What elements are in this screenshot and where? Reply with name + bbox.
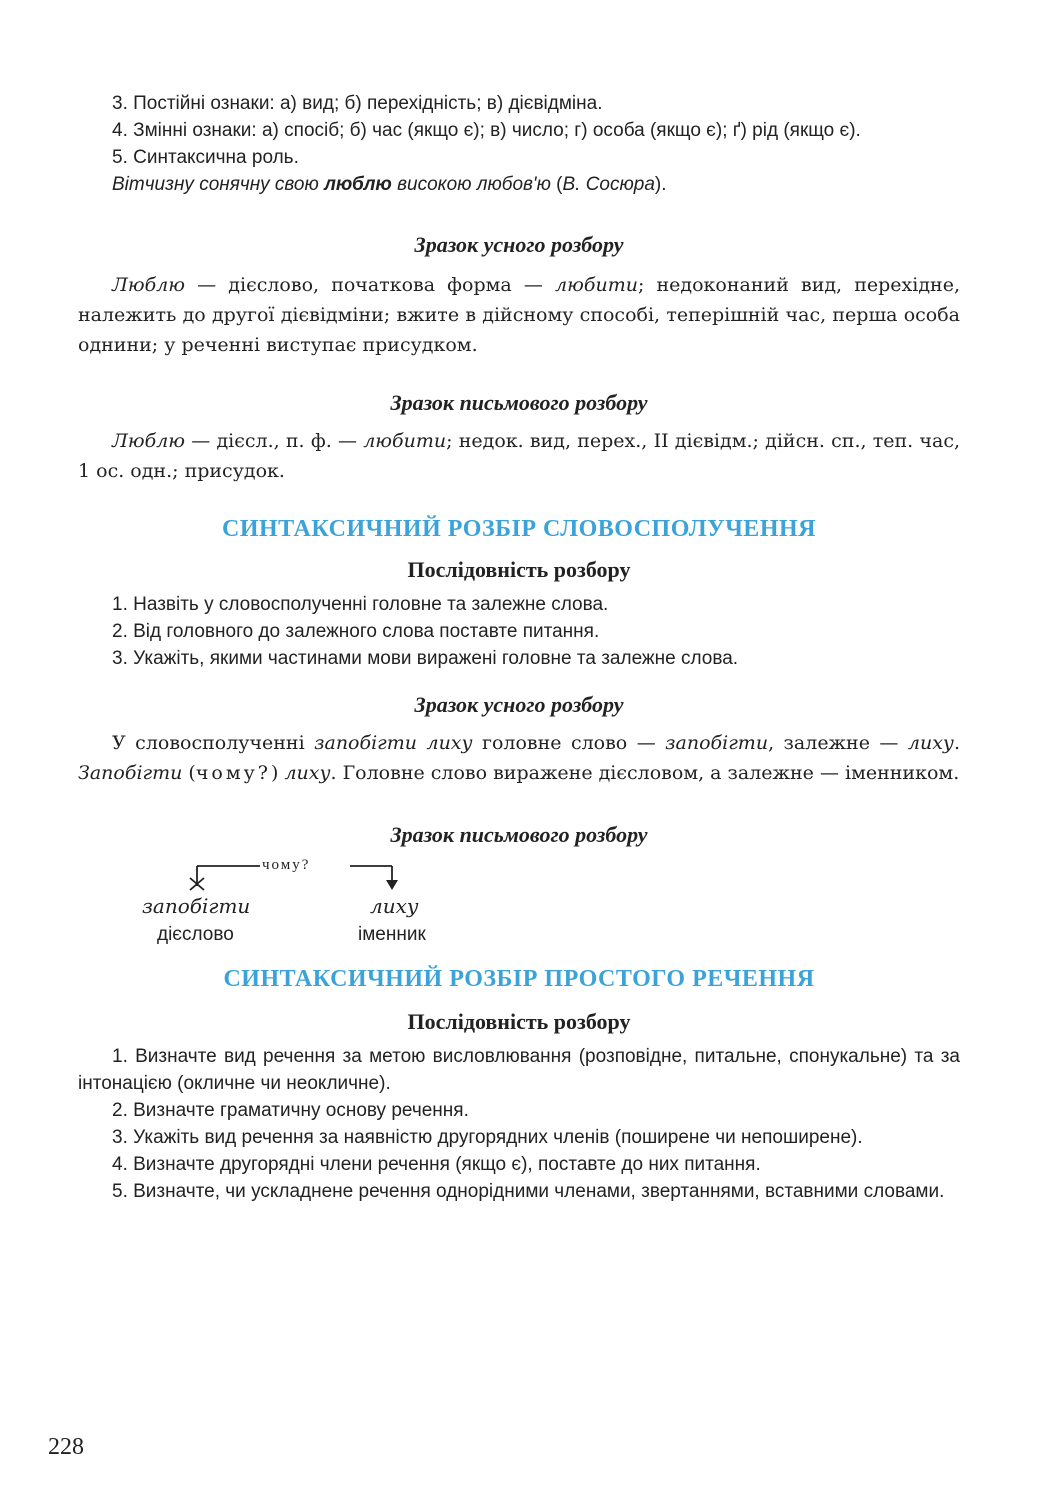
sequence-title: Послідовність розбору bbox=[407, 1009, 631, 1034]
oral-analysis-title: Зразок усного розбору bbox=[414, 232, 624, 257]
list-item: 3. Укажіть вид речення за наявністю другорядних членів (поширене чи непоширене). bbox=[112, 1127, 863, 1148]
list-item: 4. Змінні ознаки: а) спосіб; б) час (якщо є); в) число; г) особа (якщо є); ґ) рід (якщо є). bbox=[112, 120, 861, 141]
list-item: 4. Визначте другорядні члени речення (якщо є), поставте до них питання. bbox=[112, 1154, 761, 1175]
example-sentence: Вітчизну сонячну свою люблю високою любов'ю (В. Сосюра). bbox=[112, 174, 667, 195]
list-item: 2. Від головного до залежного слова поставте питання. bbox=[112, 621, 600, 642]
oral-analysis-text: Люблю — дієслово, початкова форма — любити; недоконаний вид, перехідне, належить до другої дієвідміни; вжите в дійсному способі, теперішній час, перша особа однини; у реченні виступає присудком. bbox=[78, 274, 960, 356]
list-item: 5. Визначте, чи ускладнене речення однорідними членами, звертаннями, вставними словами. bbox=[112, 1181, 945, 1202]
list-item: 5. Синтаксична роль. bbox=[112, 147, 299, 168]
list-item: 1. Визначте вид речення за метою висловлювання (розповідне, питальне, спонукальне) та за інтонацією (окличне чи неокличне). bbox=[78, 1046, 960, 1094]
list-item: 1. Назвіть у словосполученні головне та залежне слова. bbox=[112, 594, 609, 615]
list-item: 3. Укажіть, якими частинами мови виражені головне та залежне слова. bbox=[112, 648, 739, 669]
oral-analysis-text: У словосполученні запобігти лиху головне слово — запобігти, залежне — лиху. Запобігти (чому?) лиху. Головне слово виражене дієсловом, а залежне — іменником. bbox=[78, 732, 960, 784]
oral-analysis-title: Зразок усного розбору bbox=[414, 692, 624, 717]
written-analysis-title: Зразок письмового розбору bbox=[390, 390, 648, 415]
diagram-question: чому? bbox=[262, 857, 311, 873]
diagram-main-pos: дієслово bbox=[157, 924, 234, 945]
section-heading: СИНТАКСИЧНИЙ РОЗБІР СЛОВОСПОЛУЧЕННЯ bbox=[222, 516, 816, 542]
section-heading: СИНТАКСИЧНИЙ РОЗБІР ПРОСТОГО РЕЧЕННЯ bbox=[223, 966, 815, 992]
page-number: 228 bbox=[48, 1434, 84, 1460]
diagram-dep-word: лиху bbox=[370, 894, 419, 918]
diagram-dep-pos: іменник bbox=[358, 924, 426, 945]
sequence-title: Послідовність розбору bbox=[407, 557, 631, 582]
written-analysis-title: Зразок письмового розбору bbox=[390, 822, 648, 847]
list-item: 2. Визначте граматичну основу речення. bbox=[112, 1100, 469, 1121]
page-content bbox=[78, 90, 960, 1205]
diagram-main-word: запобігти bbox=[142, 894, 251, 918]
phrase-diagram bbox=[140, 858, 960, 958]
list-item: 3. Постійні ознаки: а) вид; б) перехідність; в) дієвідміна. bbox=[112, 93, 603, 114]
property-list bbox=[78, 90, 960, 198]
sequence-list bbox=[78, 1043, 960, 1205]
written-analysis-text: Люблю — дієсл., п. ф. — любити; недок. вид, перех., ІІ дієвідм.; дійсн. сп., теп. час, 1 ос. одн.; присудок. bbox=[78, 430, 960, 482]
sequence-list bbox=[78, 591, 960, 672]
